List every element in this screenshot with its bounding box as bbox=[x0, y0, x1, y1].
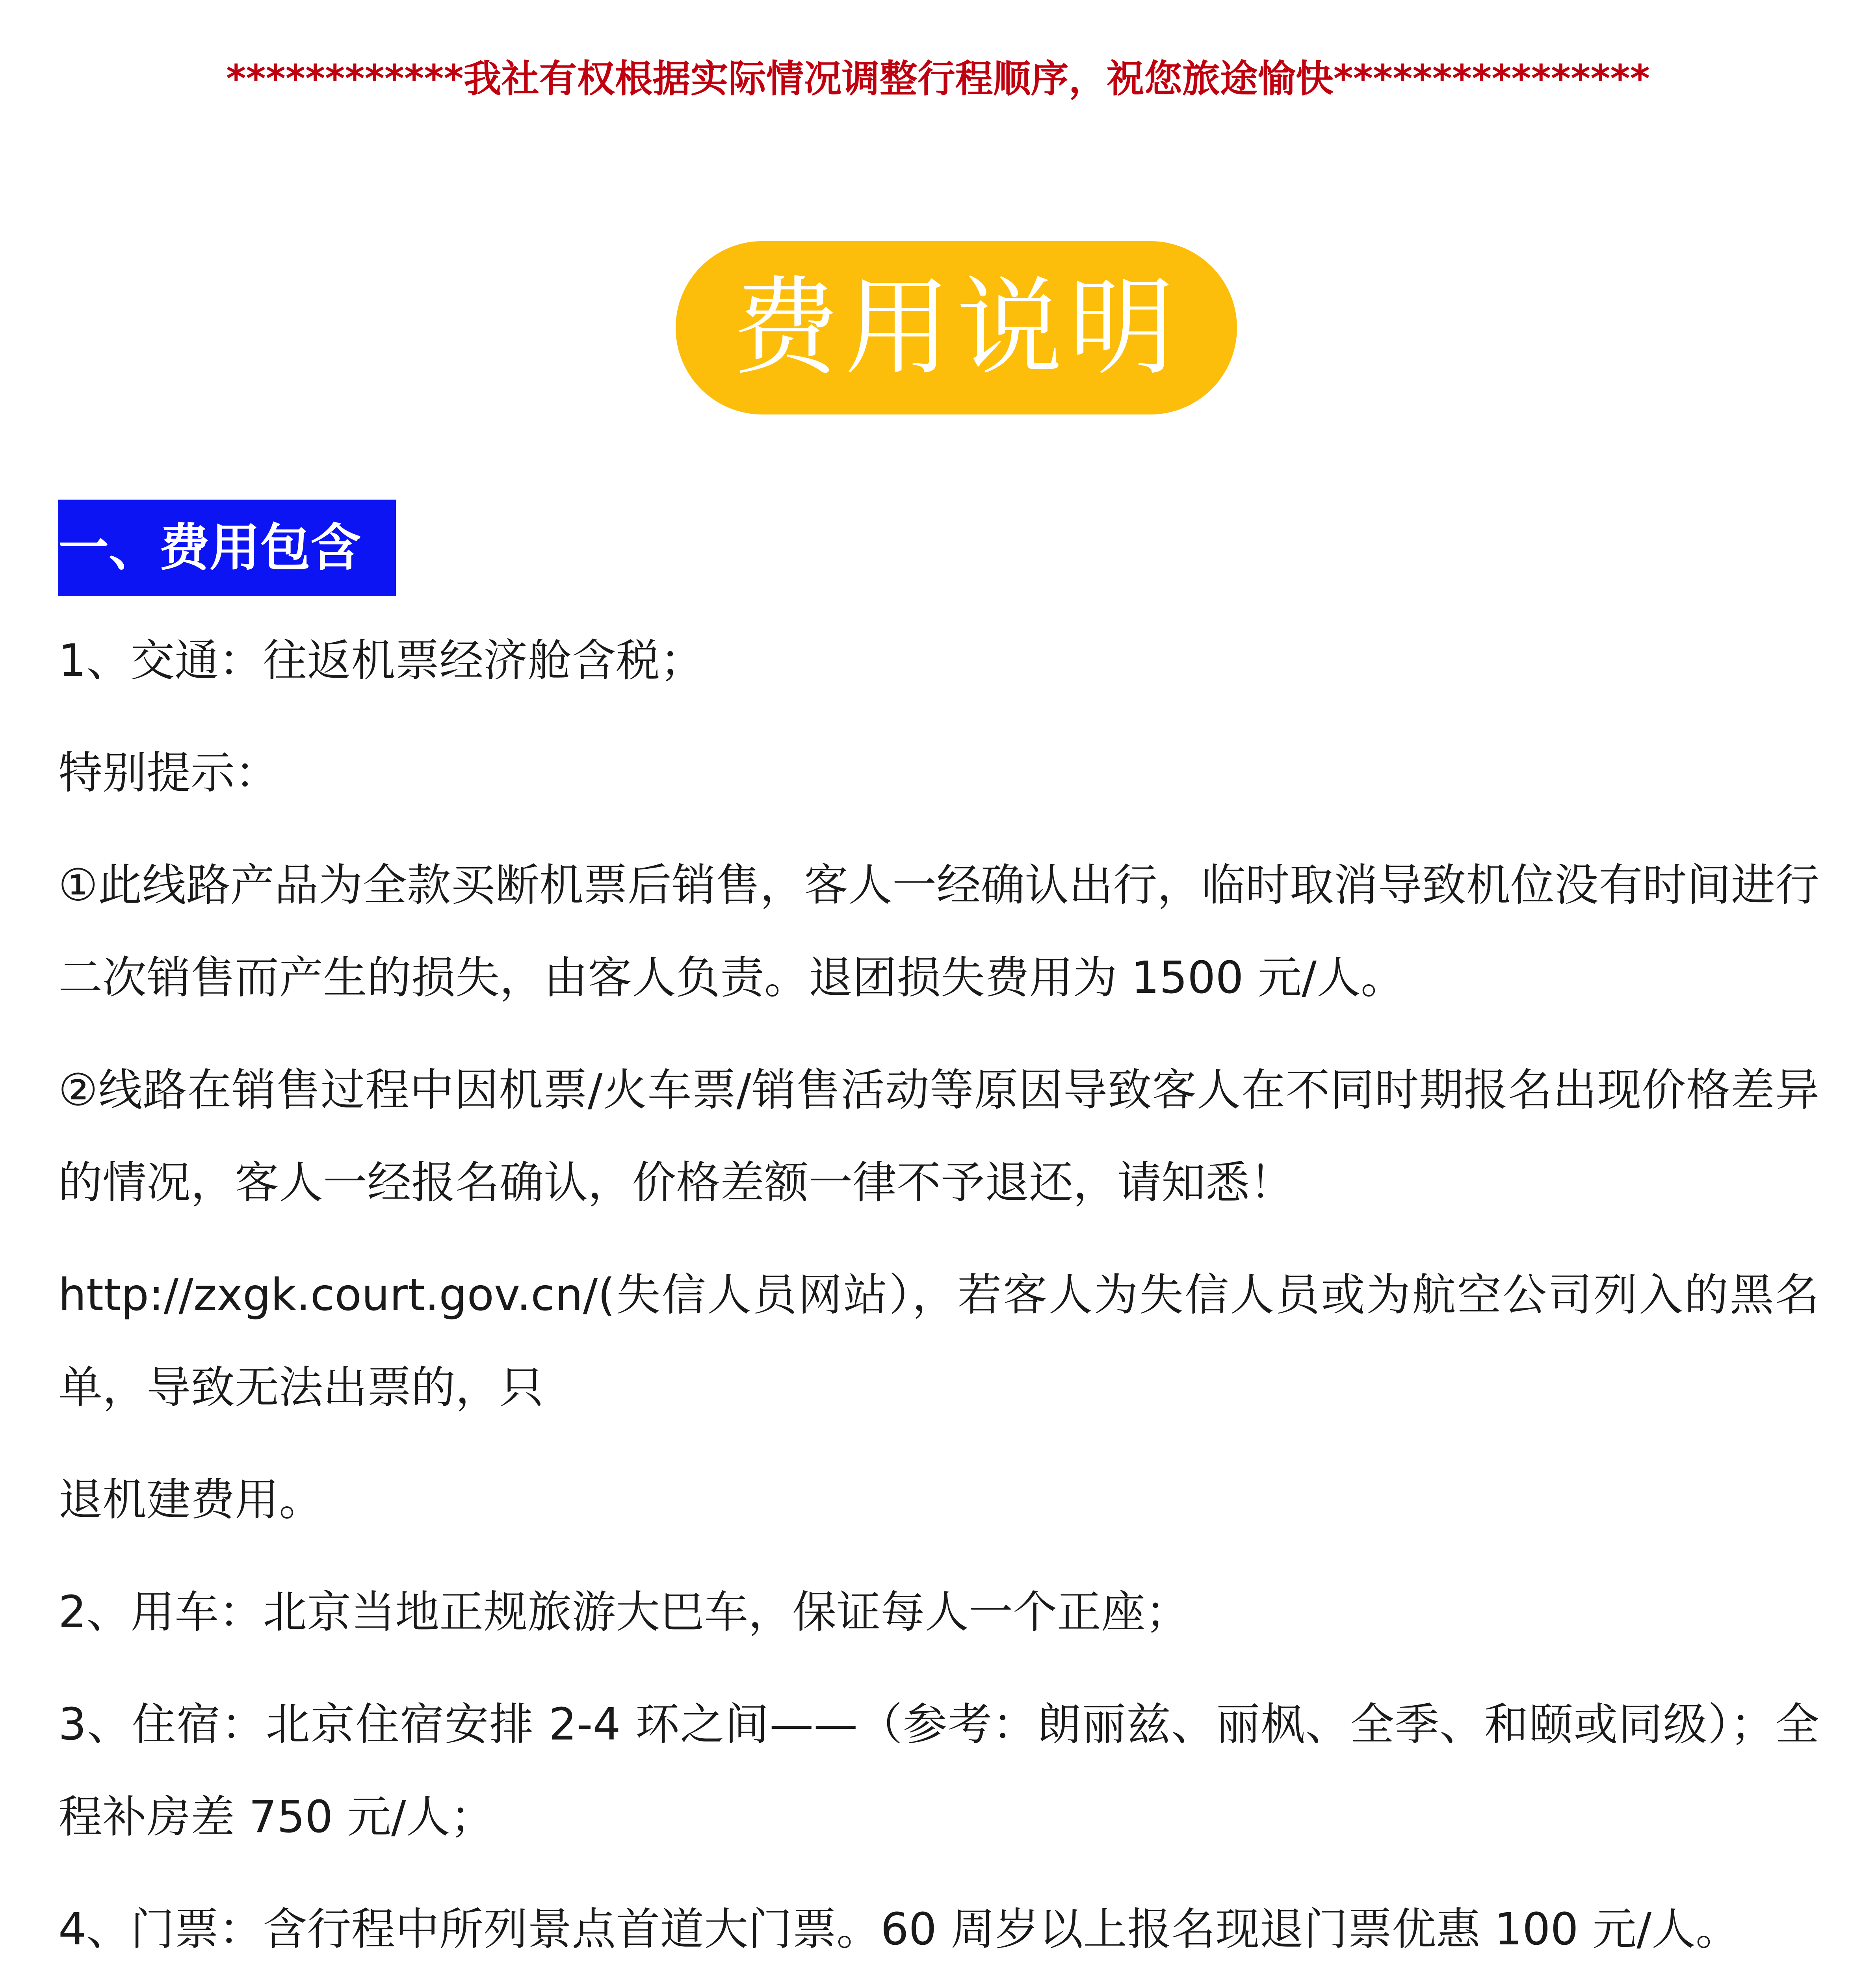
itinerary-notice: ************我社有权根据实际情况调整行程顺序，祝您旅途愉快**************** bbox=[226, 57, 1650, 101]
page-title: 费用说明 bbox=[732, 266, 1180, 390]
paragraph-cancellation: ①此线路产品为全款买断机票后销售，客人一经确认出行，临时取消导致机位没有时间进行二次销售而产生的损失，由客人负责。退团损失费用为 1500 元/人。 bbox=[58, 860, 1819, 1004]
paragraph-refund-fee: 退机建费用。 bbox=[58, 1474, 323, 1526]
title-badge bbox=[676, 241, 1237, 414]
paragraph-transport: 1、交通：往返机票经济舱含税； bbox=[58, 635, 704, 686]
paragraph-special-notice: 特别提示： bbox=[58, 747, 279, 799]
section-heading bbox=[58, 500, 396, 596]
paragraph-blacklist: http://zxgk.court.gov.cn/(失信人员网站），若客人为失信人员或为航空公司列入的黑名单，导致无法出票的，只 bbox=[58, 1269, 1819, 1413]
fee-content bbox=[58, 615, 1819, 1970]
paragraph-tickets: 4、门票：含行程中所列景点首道大门票。60 周岁以上报名现退门票优惠 100 元/人。 bbox=[58, 1904, 1740, 1955]
paragraph-accommodation: 3、住宿：北京住宿安排 2-4 环之间——（参考：朗丽兹、丽枫、全季、和颐或同级）；全程补房差 750 元/人； bbox=[58, 1699, 1819, 1843]
paragraph-vehicle: 2、用车：北京当地正规旅游大巴车，保证每人一个正座； bbox=[58, 1587, 1190, 1638]
paragraph-price-difference: ②线路在销售过程中因机票/火车票/销售活动等原因导致客人在不同时期报名出现价格差异的情况，客人一经报名确认，价格差额一律不予退还，请知悉！ bbox=[58, 1065, 1819, 1208]
section-heading-label: 一、费用包含 bbox=[58, 518, 361, 577]
